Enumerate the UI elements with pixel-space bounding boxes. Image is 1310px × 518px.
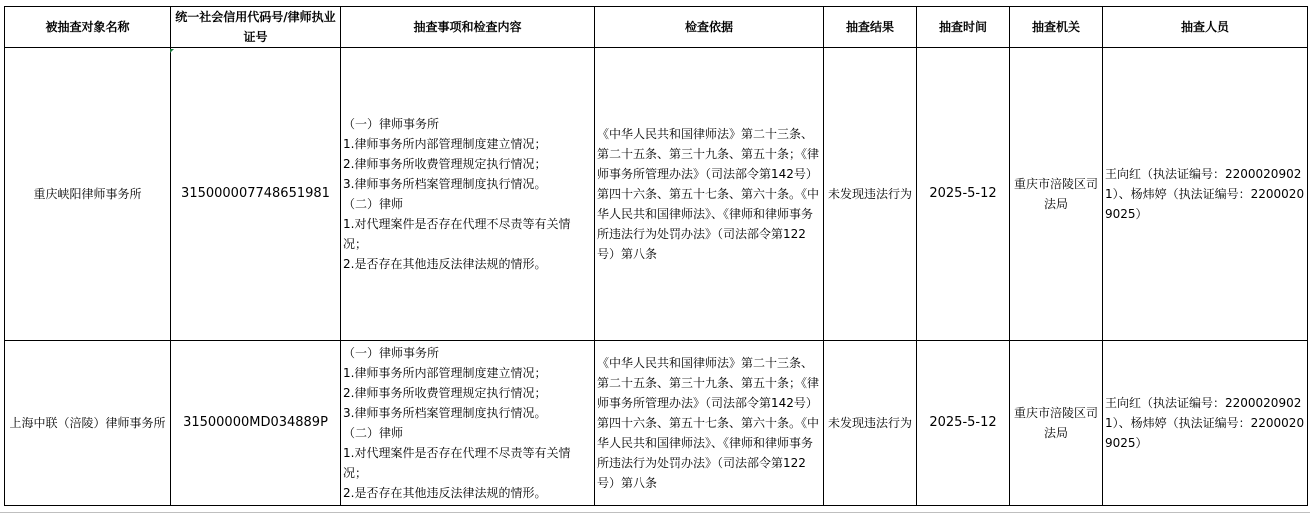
cell-credit-code[interactable]: 315000007748651981 xyxy=(171,48,341,341)
cell-target-name[interactable]: 上海中联（涪陵）律师事务所 xyxy=(5,341,171,506)
table-row xyxy=(5,341,1308,506)
cell-error-indicator xyxy=(170,49,174,53)
row-divider xyxy=(0,512,1310,513)
cell-result[interactable]: 未发现违法行为 xyxy=(824,341,917,506)
header-target-name[interactable]: 被抽查对象名称 xyxy=(5,7,171,48)
cell-credit-code[interactable]: 31500000MD034889P xyxy=(171,341,341,506)
header-agency[interactable]: 抽查机关 xyxy=(1010,7,1103,48)
cell-result[interactable]: 未发现违法行为 xyxy=(824,48,917,341)
cell-time[interactable]: 2025-5-12 xyxy=(917,48,1010,341)
cell-inspection-basis[interactable]: 《中华人民共和国律师法》第二十三条、第二十五条、第三十九条、第五十条；《律师事务所管理办法》（司法部令第142号）第四十六条、第五十七条、第六十条。《中华人民共和国律师法》、《律师和律师事务所违法行为处罚办法》（司法部令第122号）第八条 xyxy=(595,341,824,506)
cell-time[interactable]: 2025-5-12 xyxy=(917,341,1010,506)
inspection-table xyxy=(4,6,1308,506)
cell-agency[interactable]: 重庆市涪陵区司法局 xyxy=(1010,48,1103,341)
header-inspection-items[interactable]: 抽查事项和检查内容 xyxy=(341,7,595,48)
cell-staff[interactable]: 王向红（执法证编号：22000209021）、杨炜婷（执法证编号：22000209025） xyxy=(1103,48,1308,341)
cell-target-name[interactable]: 重庆峡阳律师事务所 xyxy=(5,48,171,341)
cell-inspection-items[interactable]: （一）律师事务所 1.律师事务所内部管理制度建立情况； 2.律师事务所收费管理规定执行情况； 3.律师事务所档案管理制度执行情况。 （二）律师 1.对代理案件是否存在代理不尽责等有关情况； 2.是否存在其他违反法律法规的情形。 xyxy=(341,341,595,506)
cell-agency[interactable]: 重庆市涪陵区司法局 xyxy=(1010,341,1103,506)
header-row xyxy=(5,7,1308,48)
table-row xyxy=(5,48,1308,341)
header-time[interactable]: 抽查时间 xyxy=(917,7,1010,48)
header-inspection-basis[interactable]: 检查依据 xyxy=(595,7,824,48)
header-result[interactable]: 抽查结果 xyxy=(824,7,917,48)
cell-staff[interactable]: 王向红（执法证编号：22000209021）、杨炜婷（执法证编号：22000209025） xyxy=(1103,341,1308,506)
cell-inspection-items[interactable]: （一）律师事务所 1.律师事务所内部管理制度建立情况； 2.律师事务所收费管理规定执行情况； 3.律师事务所档案管理制度执行情况。 （二）律师 1.对代理案件是否存在代理不尽责等有关情况； 2.是否存在其他违反法律法规的情形。 xyxy=(341,48,595,341)
cell-inspection-basis[interactable]: 《中华人民共和国律师法》第二十三条、第二十五条、第三十九条、第五十条；《律师事务所管理办法》（司法部令第142号）第四十六条、第五十七条、第六十条。《中华人民共和国律师法》、《律师和律师事务所违法行为处罚办法》（司法部令第122号）第八条 xyxy=(595,48,824,341)
header-credit-code[interactable]: 统一社会信用代码号/律师执业证号 xyxy=(171,7,341,48)
header-staff[interactable]: 抽查人员 xyxy=(1103,7,1308,48)
